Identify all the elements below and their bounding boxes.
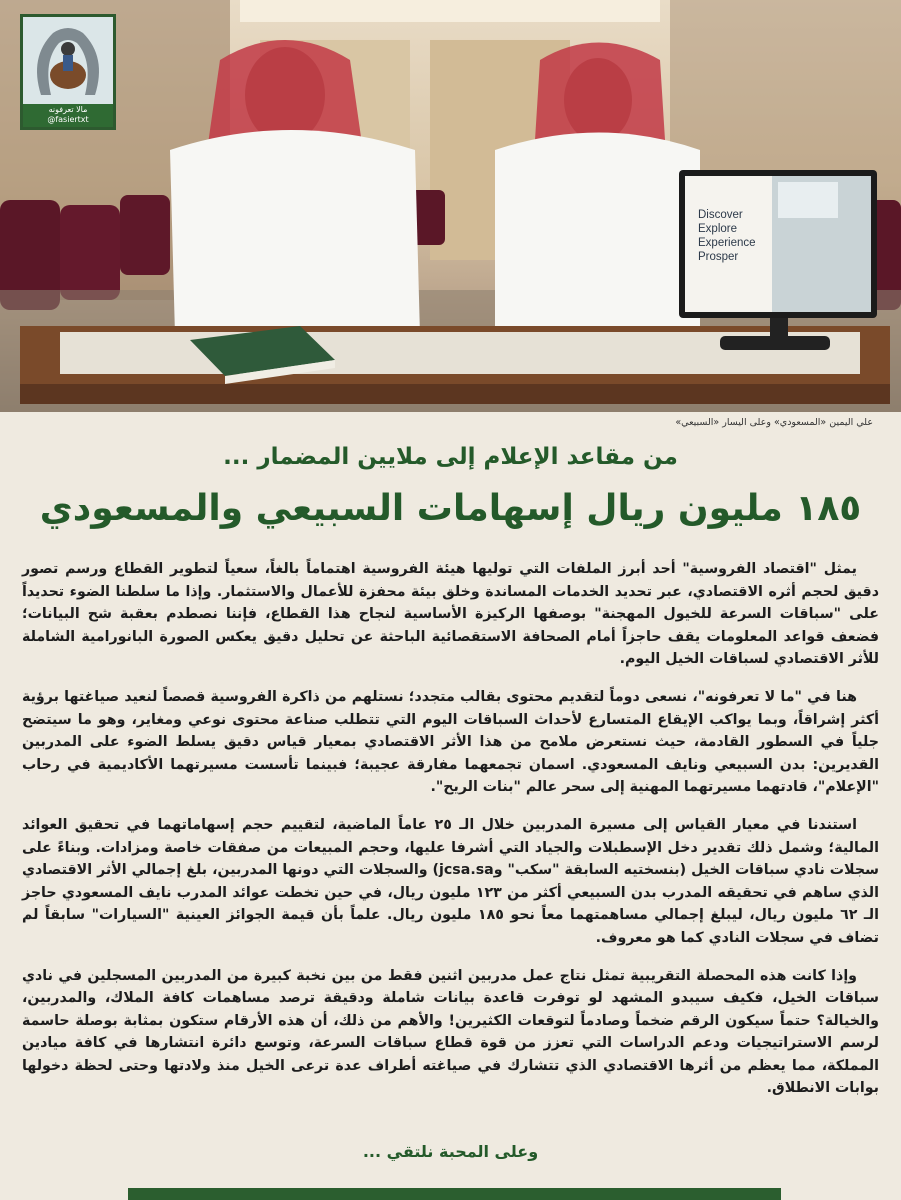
header-photo — [0, 0, 901, 412]
paragraph: يمثل "اقتصاد الفروسية" أحد أبرز الملفات التي توليها هيئة الفروسية اهتماماً بالغاً، سعياً لتطوير القطاع ورسم تصور دقيق لحجم أثره الاقتصادي، عبر تحديد الخدمات المساندة وخلق بيئة محفزة للأعمال والاستثمار. وإذا ما سلطنا الضوء تحديداً على "سباقات السرعة للخيول المهجنة" بوصفها الركيزة الأساسية لنجاح هذا القطاع، فإننا نصطدم بعقبة شح البيانات؛ فضعف قواعد المعلومات يقف حاجزاً أمام الصحافة الاستقصائية الباحثة عن تحليل دقيق يعكس الصورة البانورامية الشاملة للأثر الاقتصادي لسباقات الخيل اليوم. — [22, 561, 879, 668]
monitor-screen-text — [698, 208, 778, 264]
article-subtitle: من مقاعد الإعلام إلى ملايين المضمار ... — [223, 444, 678, 470]
horseshoe-logo-icon — [23, 17, 113, 105]
bottom-bar — [128, 1188, 781, 1200]
article-title: ١٨٥ مليون ريال إسهامات السبيعي والمسعودي — [39, 488, 862, 529]
logo-title: مالا تعرفونه — [48, 105, 88, 114]
monitor-line: Prosper — [698, 251, 739, 263]
logo — [20, 14, 116, 130]
photo-caption: علي اليمين «المسعودي» وعلى اليسار «السبيعي» — [675, 417, 873, 428]
room-illustration — [0, 0, 901, 412]
article-body — [22, 558, 879, 1115]
paragraph: هنا في "ما لا تعرفونه"، نسعى دوماً لتقديم محتوى بقالب متجدد؛ نستلهم من ذاكرة الفروسية قصصاً لنعيد صياغتها برؤية أكثر إشراقاً، وبما يواكب الإيقاع المتسارع لأحداث السباقات اليوم التي تتطلب صناعة محتوى نوعي ومغاير، وهو ما سيتضح جلياً في السطور القادمة، حيث نستعرض ملامح من هذا الأثر الاقتصادي بمعيار قياس دقيق يسلط الضوء على المدربين القديرين: بدن السبيعي ونايف المسعودي. اسمان تجمعهما مفارقة عجيبة؛ فبينما تأسست مسيرتهما الأكاديمية في رحاب "الإعلام"، قادتهما مسيرتهما المهنية إلى سحر عالم "بنات الريح". — [22, 688, 879, 796]
logo-handle: @fasiertxt — [47, 115, 89, 124]
monitor-line: Explore — [698, 223, 737, 235]
paragraph: استندنا في معيار القياس إلى مسيرة المدربين خلال الـ ٢٥ عاماً الماضية، لتقييم حجم إسهاماتهما في تحقيق العوائد المالية؛ وشمل ذلك تقدير دخل الإسطبلات والجياد التي أشرفا عليها، وحجم المبيعات من صفقات خاصة ومزادات. وبناءً على سجلات نادي سباقات الخيل (بنسختيه السابقة "سكب" وjcsa.sa) والسجلات التي دونها المدربين، بلغ إجمالي الأثر الاقتصادي الذي ساهم في تحقيقه المدرب بدن السبيعي أكثر من ١٢٣ مليون ريال، في حين تخطت عوائد المدرب نايف المسعودي حاجز الـ ٦٢ مليون ريال، ليبلغ إجمالي مساهمتهما معاً نحو ١٨٥ مليون ريال. علماً بأن قيمة الجوائز العينية "السيارات" سابقاً لم تضاف في سجلات النادي كما هو معروف. — [22, 816, 880, 946]
monitor-line: Discover — [698, 209, 743, 221]
monitor-line: Experience — [698, 237, 756, 249]
paragraph: وإذا كانت هذه المحصلة التقريبية تمثل نتاج عمل مدربين اثنين فقط من بين نخبة كبيرة من المدربين المسجلين في نادي سباقات الخيل، فكيف سيبدو المشهد لو توفرت قاعدة بيانات شاملة ودقيقة ترصد مساهمات كافة الملاك، والمدربين، والخيالة؟ حتماً سيكون الرقم ضخماً وصادماً لتوقعات الكثيرين! والأهم من ذلك، أن هذه الأرقام ستكون بمثابة بوصلة حاسمة لرسم الاستراتيجيات ودعم الدراسات التي تعزز من قوة قطاع سباقات السرعة، وتوسع دائرة انتشارها في كافة ميادين المملكة، مما يعظم من أثرها الاقتصادي الذي تتشارك في صياغته أطراف عدة ترعى الخيل منذ ولادتها وحتى لحظة دخولها بوابات الانطلاق. — [22, 967, 879, 1097]
closing-line: وعلى المحبة نلتقي ... — [362, 1142, 539, 1161]
logo-footer — [23, 104, 113, 127]
